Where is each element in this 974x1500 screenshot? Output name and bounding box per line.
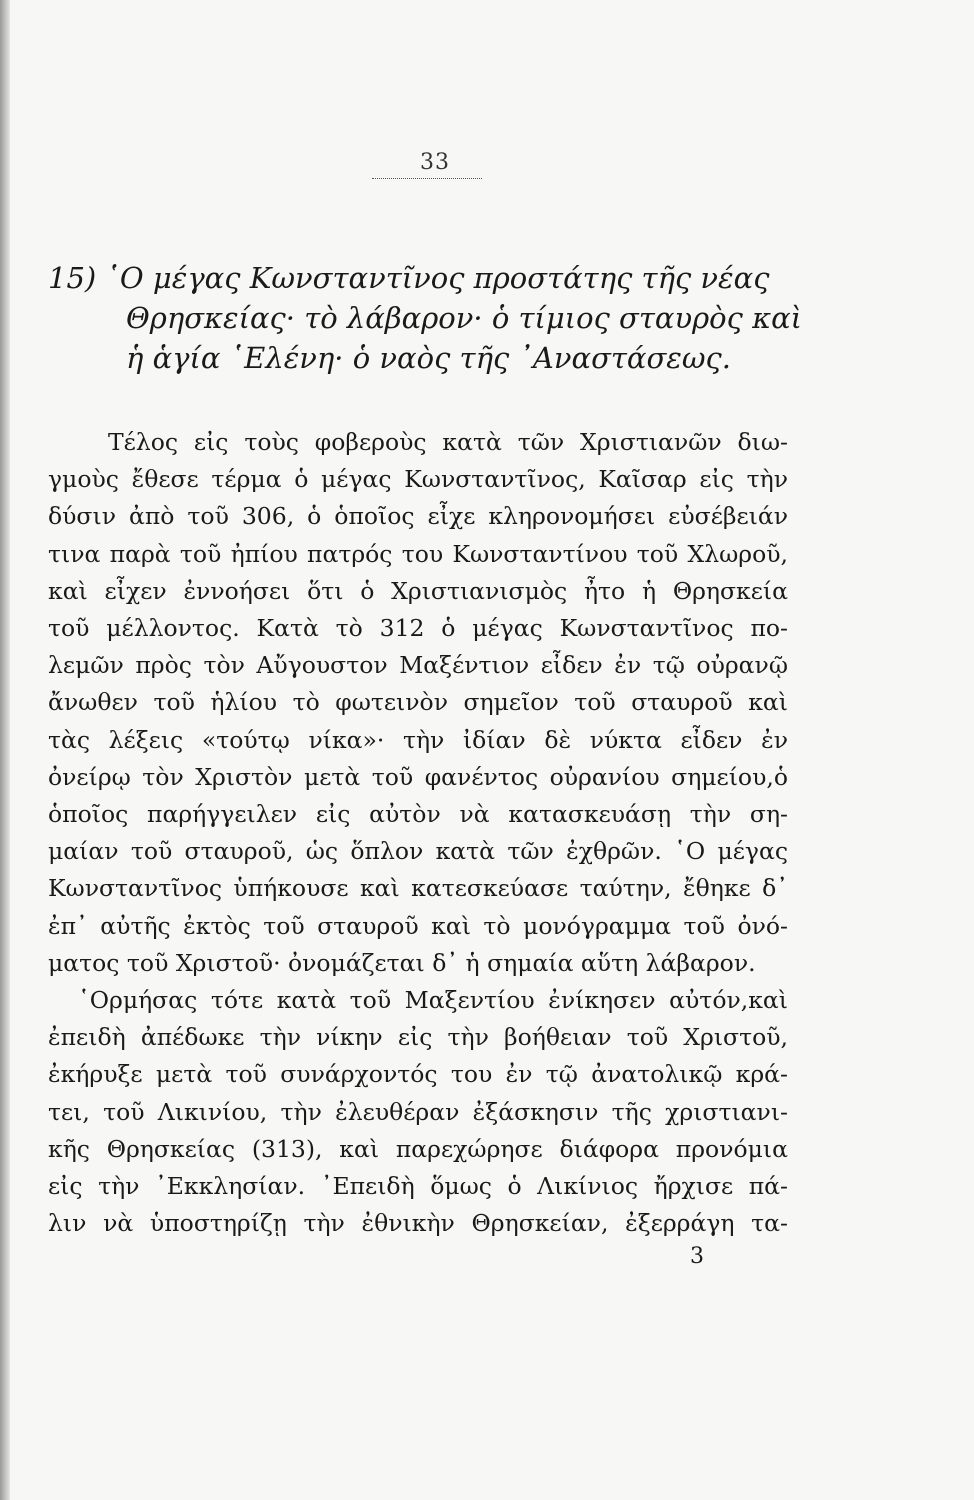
body-line: κῆς Θρησκείας (313), καὶ παρεχώρησε διάφορα προνόμια bbox=[48, 1134, 788, 1163]
body-text bbox=[48, 424, 788, 1242]
body-line: Τέλος εἰς τοὺς φοβεροὺς κατὰ τῶν Χριστιανῶν διω- bbox=[108, 428, 788, 456]
body-line: ὀνείρῳ τὸν Χριστὸν μετὰ τοῦ φανέντος οὐρανίου σημείου,ὁ bbox=[48, 762, 788, 791]
body-line: δύσιν ἀπὸ τοῦ 306, ὁ ὁποῖος εἶχε κληρονομήσει εὐσέβειάν bbox=[48, 502, 788, 531]
body-line: γμοὺς ἔθεσε τέρμα ὁ μέγας Κωνσταντῖνος, Καῖσαρ εἰς τὴν bbox=[48, 465, 788, 494]
body-line: ῾Ορμήσας τότε κατὰ τοῦ Μαξεντίου ἐνίκησεν αὐτόν,καὶ bbox=[78, 986, 788, 1015]
heading-line: Θρησκείας· τὸ λάβαρον· ὁ τίμιος σταυρὸς καὶ bbox=[126, 301, 803, 335]
signature-mark: 3 bbox=[690, 1244, 704, 1269]
header-rule bbox=[372, 178, 482, 179]
body-line: λεμῶν πρὸς τὸν Αὔγουστον Μαξέντιον εἶδεν ἐν τῷ οὐρανῷ bbox=[48, 651, 788, 680]
body-line: ὁποῖος παρήγγειλεν εἰς αὐτὸν νὰ κατασκευάσῃ τὴν ση- bbox=[48, 800, 788, 829]
body-line: ἄνωθεν τοῦ ἡλίου τὸ φωτεινὸν σημεῖον τοῦ σταυροῦ καὶ bbox=[48, 688, 788, 717]
body-line: ἐπ᾿ αὐτῆς ἐκτὸς τοῦ σταυροῦ καὶ τὸ μονόγραμμα τοῦ ὀνό- bbox=[48, 911, 788, 940]
body-line: τινα παρὰ τοῦ ἠπίου πατρός του Κωνσταντίνου τοῦ Χλωροῦ, bbox=[48, 539, 788, 568]
body-line: ἐκήρυξε μετὰ τοῦ συνάρχοντός του ἐν τῷ ἀνατολικῷ κρά- bbox=[48, 1060, 788, 1089]
body-line: τει, τοῦ Λικινίου, τὴν ἐλευθέραν ἐξάσκησιν τῆς χριστιανι- bbox=[48, 1097, 788, 1126]
heading-line: 15) ῾Ο μέγας Κωνσταντῖνος προστάτης τῆς νέας bbox=[48, 261, 770, 295]
body-line: τὰς λέξεις «τούτῳ νίκα»· τὴν ἰδίαν δὲ νύκτα εἶδεν ἐν bbox=[48, 725, 788, 754]
body-line: εἰς τὴν ᾿Εκκλησίαν. ᾿Επειδὴ ὅμως ὁ Λικίνιος ἤρχισε πά- bbox=[48, 1172, 788, 1201]
page-edge-shadow bbox=[0, 0, 10, 1500]
body-line: Κωνσταντῖνος ὑπήκουσε καὶ κατεσκεύασε ταύτην, ἔθηκε δ᾿ bbox=[48, 874, 788, 903]
body-line: ἐπειδὴ ἀπέδωκε τὴν νίκην εἰς τὴν βοήθειαν τοῦ Χριστοῦ, bbox=[48, 1023, 788, 1052]
body-line: λιν νὰ ὑποστηρίζῃ τὴν ἐθνικὴν Θρησκείαν, ἐξερράγη τα- bbox=[48, 1209, 788, 1238]
body-line: καὶ εἶχεν ἐννοήσει ὅτι ὁ Χριστιανισμὸς ἦτο ἡ Θρησκεία bbox=[48, 576, 788, 605]
heading-line: ἡ ἁγία ῾Ελένη· ὁ ναὸς τῆς ᾿Αναστάσεως. bbox=[126, 341, 731, 375]
body-line: ματος τοῦ Χριστοῦ· ὀνομάζεται δ᾿ ἡ σημαία αὕτη λάβαρον. bbox=[48, 948, 756, 977]
page-number: 33 bbox=[420, 150, 450, 175]
body-line: μαίαν τοῦ σταυροῦ, ὡς ὅπλον κατὰ τῶν ἐχθρῶν. ῾Ο μέγας bbox=[48, 837, 788, 866]
body-line: τοῦ μέλλοντος. Κατὰ τὸ 312 ὁ μέγας Κωνσταντῖνος πο- bbox=[48, 614, 788, 643]
section-heading bbox=[48, 258, 803, 378]
